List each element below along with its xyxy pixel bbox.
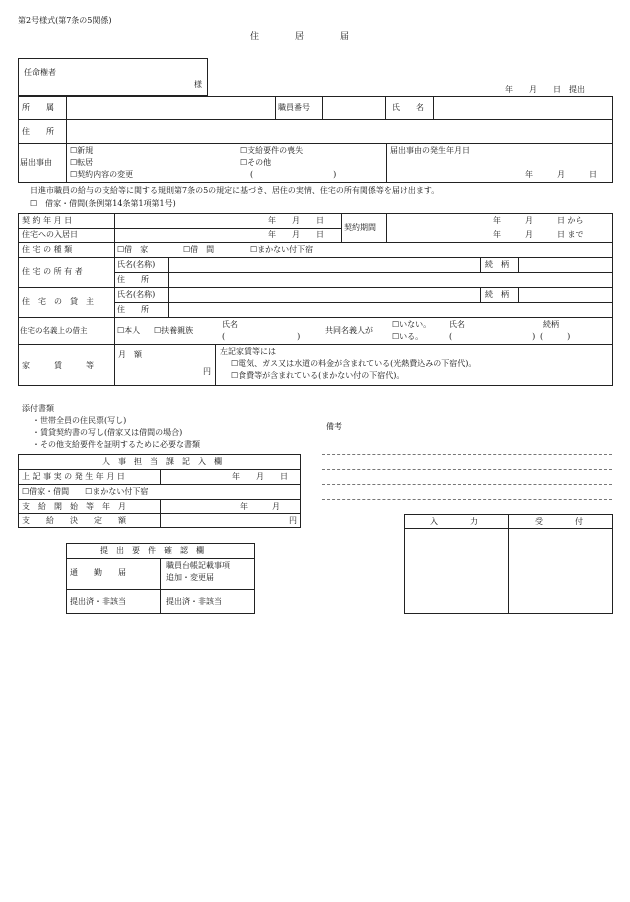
nominee-label: 住宅の名義上の借主 xyxy=(20,326,88,335)
attachment-item: ・賃貸契約書の写し(借家又は借間の場合) xyxy=(32,428,183,437)
move-in-date-field[interactable]: 年 月 日 xyxy=(268,230,324,239)
co-nominee-relation-field[interactable]: ( ) xyxy=(540,332,571,341)
monthly-amount-label: 月 額 xyxy=(118,350,142,359)
name-field[interactable] xyxy=(434,97,612,118)
remarks-label: 備考 xyxy=(326,422,342,431)
owner-address-label: 住 所 xyxy=(117,275,149,284)
hr-type-checkboxes[interactable]: ☐借家・借間 ☐まかない付下宿 xyxy=(22,487,149,496)
house-type-room-checkbox[interactable]: ☐借 間 xyxy=(183,245,215,254)
name-label: 氏 名 xyxy=(392,103,424,112)
commute-label: 通 勤 届 xyxy=(70,568,126,577)
owner-name-label: 氏名(名称) xyxy=(117,260,156,269)
reason-contract-change-checkbox[interactable]: ☐契約内容の変更 xyxy=(70,170,134,179)
affiliation-field[interactable] xyxy=(67,97,274,118)
hr-occurrence-date[interactable]: 年 月 日 xyxy=(232,472,288,481)
contract-date-label: 契 約 年 月 日 xyxy=(22,216,73,225)
reason-move-checkbox[interactable]: ☐転居 xyxy=(70,158,94,167)
affiliation-label: 所 属 xyxy=(22,103,54,112)
rent-utilities-checkbox[interactable]: ☐電気、ガス又は水道の料金が含まれている(光熱費込みの下宿代)。 xyxy=(231,359,477,368)
appointer-label: 任命権者 xyxy=(24,68,56,77)
owner-name-field[interactable] xyxy=(169,258,479,271)
form-number: 第2号様式(第7条の5関係) xyxy=(18,16,112,25)
reason-label: 届出事由 xyxy=(20,158,52,167)
occurrence-date-label: 届出事由の発生年月日 xyxy=(390,146,470,155)
co-nominee-none-checkbox[interactable]: ☐いない。 xyxy=(392,320,432,329)
section-rent-checkbox[interactable]: ☐ 借家・借間(条例第14条第1項第1号) xyxy=(30,199,176,208)
nominee-dependent-checkbox[interactable]: ☐扶養親族 xyxy=(154,326,194,335)
rent-label: 家 賃 等 xyxy=(22,361,94,370)
submission-date[interactable]: 年 月 日 提出 xyxy=(505,85,585,94)
ledger-status[interactable]: 提出済・非該当 xyxy=(166,597,222,606)
address-label: 住 所 xyxy=(22,127,54,136)
house-type-rent-checkbox[interactable]: ☐借 家 xyxy=(117,245,149,254)
attachment-item: ・世帯全員の住民票(写し) xyxy=(32,416,127,425)
commute-status[interactable]: 提出済・非該当 xyxy=(70,597,126,606)
appointer-sama: 様 xyxy=(194,80,202,89)
rent-note-title: 左記家賃等には xyxy=(220,347,276,356)
lender-relation-field[interactable] xyxy=(519,288,612,301)
lender-relation-label: 続 柄 xyxy=(485,290,509,299)
reason-loss-checkbox[interactable]: ☐支給要件の喪失 xyxy=(240,146,304,155)
attachment-item: ・その他支給要件を証明するために必要な書類 xyxy=(32,440,200,449)
lender-address-field[interactable] xyxy=(169,303,612,316)
lender-address-label: 住 所 xyxy=(117,305,149,314)
nominee-self-checkbox[interactable]: ☐本人 xyxy=(117,326,141,335)
accept-stamp-field[interactable] xyxy=(509,529,612,613)
hr-amount-yen[interactable]: 円 xyxy=(289,516,297,525)
ledger-label-1: 職員台帳記載事項 xyxy=(166,561,230,570)
ledger-label-2: 追加・変更届 xyxy=(166,573,214,582)
house-type-boarding-checkbox[interactable]: ☐まかない付下宿 xyxy=(250,245,314,254)
accept-label: 受 付 xyxy=(535,517,583,526)
occurrence-date[interactable]: 年 月 日 xyxy=(525,170,597,179)
move-in-date-label: 住宅への入居日 xyxy=(22,230,78,239)
input-label: 入 力 xyxy=(430,517,478,526)
remarks-field[interactable] xyxy=(322,440,612,500)
reason-other-paren[interactable]: ( ) xyxy=(250,170,337,179)
staff-number-field[interactable] xyxy=(323,97,384,118)
period-from-field[interactable]: 年 月 日 から xyxy=(493,216,584,225)
address-field[interactable] xyxy=(67,120,612,142)
hr-start-label: 支 給 開 始 等 年 月 xyxy=(22,502,126,511)
lender-name-label: 氏名(名称) xyxy=(117,290,156,299)
hr-amount-label: 支 給 決 定 額 xyxy=(22,516,126,525)
co-nominee-label: 共同名義人が xyxy=(325,326,373,335)
rent-meals-checkbox[interactable]: ☐食費等が含まれている(まかない付の下宿代)。 xyxy=(231,371,405,380)
owner-relation-label: 続 柄 xyxy=(485,260,509,269)
hr-occurrence-label: 上 記 事 実 の 発 生 年 月 日 xyxy=(22,472,125,481)
attachments-title: 添付書類 xyxy=(22,404,54,413)
owner-address-field[interactable] xyxy=(169,273,612,286)
contract-period-label: 契約期間 xyxy=(344,223,376,232)
nominee-name-field[interactable]: ( ) xyxy=(222,332,301,341)
owner-label: 住 宅 の 所 有 者 xyxy=(22,267,83,276)
page-title: 住 居 届 xyxy=(250,32,350,42)
period-to-field[interactable]: 年 月 日 まで xyxy=(493,230,584,239)
hr-start-date[interactable]: 年 月 xyxy=(240,502,280,511)
owner-relation-field[interactable] xyxy=(519,258,612,271)
appointer-box xyxy=(18,58,208,96)
hr-section-title: 人 事 担 当 課 記 入 欄 xyxy=(102,457,222,466)
lender-name-field[interactable] xyxy=(169,288,479,301)
co-nominee-name-field[interactable]: ( ) xyxy=(449,332,536,341)
co-nominee-name-label: 氏名 xyxy=(449,320,465,329)
co-nominee-relation-label: 続柄 xyxy=(543,320,559,329)
house-type-label: 住 宅 の 種 類 xyxy=(22,245,73,254)
reason-other-checkbox[interactable]: ☐その他 xyxy=(240,158,272,167)
input-stamp-field[interactable] xyxy=(405,529,507,613)
lender-label: 住 宅 の 貸 主 xyxy=(22,297,94,306)
co-nominee-exists-checkbox[interactable]: ☐いる。 xyxy=(392,332,424,341)
declaration-text: 日進市職員の給与の支給等に関する規則第7条の5の規定に基づき、居住の実情、住宅の所有関係等を届け出ます。 xyxy=(30,186,440,195)
contract-date-field[interactable]: 年 月 日 xyxy=(268,216,324,225)
monthly-amount-yen[interactable]: 円 xyxy=(203,367,211,376)
nominee-name-label: 氏名 xyxy=(222,320,238,329)
staff-number-label: 職員番号 xyxy=(278,103,310,112)
requirements-title: 提 出 要 件 確 認 欄 xyxy=(100,546,204,555)
reason-new-checkbox[interactable]: ☐新規 xyxy=(70,146,94,155)
